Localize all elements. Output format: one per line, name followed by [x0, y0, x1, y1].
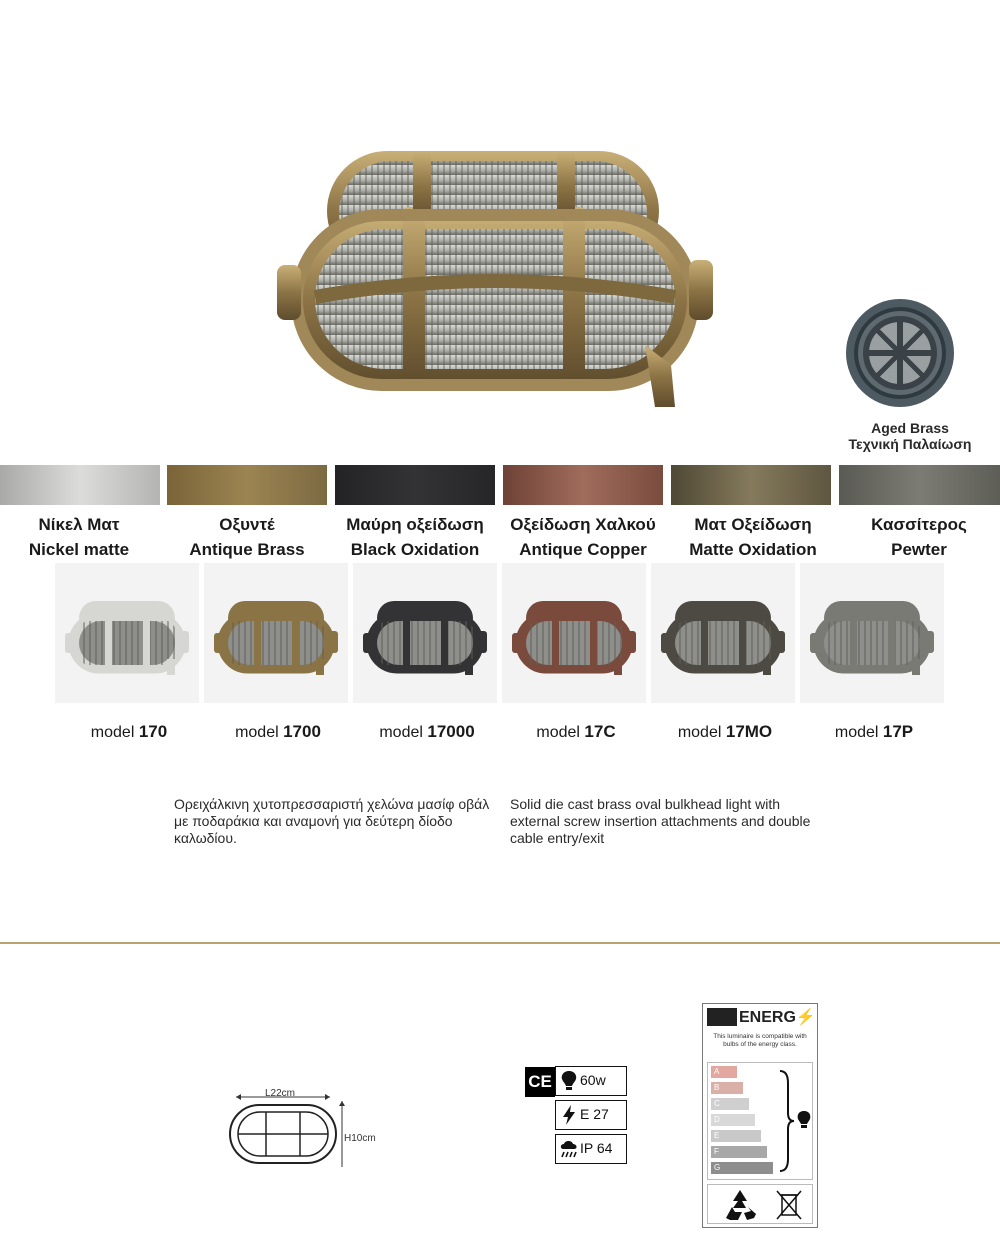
model-thumbnail — [651, 563, 795, 703]
finish-greek: Νίκελ Ματ — [38, 515, 120, 534]
aged-brass-product-image — [845, 298, 955, 408]
finish-label-nickel-matte — [0, 512, 163, 562]
spec-socket-value: E 27 — [580, 1106, 609, 1122]
model-prefix: model — [536, 724, 580, 741]
finish-greek: Κασσίτερος — [871, 515, 967, 534]
finish-english: Black Oxidation — [350, 540, 480, 559]
energy-title-text: ENERG — [739, 1009, 796, 1026]
spec-socket — [555, 1100, 627, 1130]
finish-english: Antique Brass — [189, 540, 305, 559]
crossed-bin-icon — [774, 1187, 804, 1223]
energy-label — [702, 1003, 818, 1228]
lightning-icon — [559, 1104, 579, 1126]
aged-brass-greek: Τεχνική Παλαίωση — [848, 436, 972, 452]
energy-class-scale — [707, 1062, 813, 1180]
finish-greek: Μαύρη οξείδωση — [346, 515, 484, 534]
model-thumbnail — [353, 563, 497, 703]
rain-cloud-icon — [559, 1138, 579, 1160]
hero-product-image — [275, 145, 715, 415]
model-code: 17MO — [725, 722, 773, 741]
model-prefix: model — [235, 724, 279, 741]
energy-class-bar: F — [711, 1146, 767, 1158]
model-code: 17P — [882, 722, 914, 741]
model-thumbnail — [204, 563, 348, 703]
energy-class-bar: B — [711, 1082, 743, 1094]
model-prefix: model — [677, 724, 722, 741]
eu-flag-icon — [707, 1008, 737, 1026]
energy-class-bar: D — [711, 1114, 755, 1126]
finish-swatch — [671, 465, 831, 505]
model-code: 17000 — [427, 722, 475, 741]
model-code: 17C — [584, 722, 616, 741]
dimension-height: H10cm — [344, 1133, 376, 1144]
spec-ip — [555, 1134, 627, 1164]
finish-swatch — [839, 465, 1000, 505]
model-thumbnail — [502, 563, 646, 703]
finish-swatch — [0, 465, 160, 505]
section-divider — [0, 942, 1000, 944]
finish-label-black-oxidation — [331, 512, 499, 562]
finish-english: Antique Copper — [519, 540, 647, 559]
model-prefix: model — [379, 724, 423, 741]
finish-swatch — [167, 465, 327, 505]
model-prefix: model — [90, 724, 135, 741]
finish-greek: Οξυντέ — [219, 515, 275, 534]
model-label — [501, 722, 651, 742]
energy-label-title: ENERG⚡ — [739, 1009, 816, 1026]
spec-power-value: 60w — [580, 1072, 606, 1088]
energy-class-bar: C — [711, 1098, 749, 1110]
model-thumbnail — [800, 563, 944, 703]
dimension-length: L22cm — [265, 1088, 296, 1099]
ce-mark: CE — [525, 1067, 555, 1097]
model-label — [54, 722, 204, 742]
model-label — [650, 722, 800, 742]
finish-english: Matte Oxidation — [689, 540, 817, 559]
energy-class-bar: G — [711, 1162, 773, 1174]
finish-label-antique-copper — [499, 512, 667, 562]
bulb-icon — [559, 1070, 579, 1092]
dimension-drawing — [222, 1085, 392, 1175]
model-code: 170 — [138, 722, 168, 741]
model-label — [799, 722, 949, 742]
spec-ip-value: IP 64 — [580, 1140, 613, 1156]
model-prefix: model — [834, 724, 879, 741]
recycle-icon — [720, 1187, 760, 1223]
model-label — [203, 722, 353, 742]
finish-greek: Ματ Οξείδωση — [694, 515, 812, 534]
energy-label-footer — [707, 1184, 813, 1224]
energy-label-note: This luminaire is compatible with bulbs of the energy class. — [713, 1033, 807, 1048]
finish-swatch — [335, 465, 495, 505]
model-label — [352, 722, 502, 742]
energy-class-bar: E — [711, 1130, 761, 1142]
description-english: Solid die cast brass oval bulkhead light with external screw insertion attachments and double cable entry/exit — [510, 796, 811, 846]
description-greek: Ορειχάλκινη χυτοπρεσσαριστή χελώνα μασίφ οβάλ με ποδαράκια και αναμονή για δεύτερη δίοδο καλωδίου. — [174, 796, 490, 846]
model-thumbnail — [55, 563, 199, 703]
spec-power — [555, 1066, 627, 1096]
model-code: 1700 — [283, 722, 321, 741]
finish-english: Pewter — [891, 540, 947, 559]
aged-brass-label — [830, 420, 990, 452]
aged-brass-english: Aged Brass — [871, 420, 949, 436]
finish-label-pewter — [835, 512, 1000, 562]
finish-greek: Οξείδωση Χαλκού — [510, 515, 656, 534]
finish-swatch — [503, 465, 663, 505]
finish-label-antique-brass — [163, 512, 331, 562]
finish-label-matte-oxidation — [669, 512, 837, 562]
bracket-icon — [774, 1063, 814, 1181]
finish-english: Nickel matte — [28, 540, 130, 559]
energy-class-bar: A — [711, 1066, 737, 1078]
